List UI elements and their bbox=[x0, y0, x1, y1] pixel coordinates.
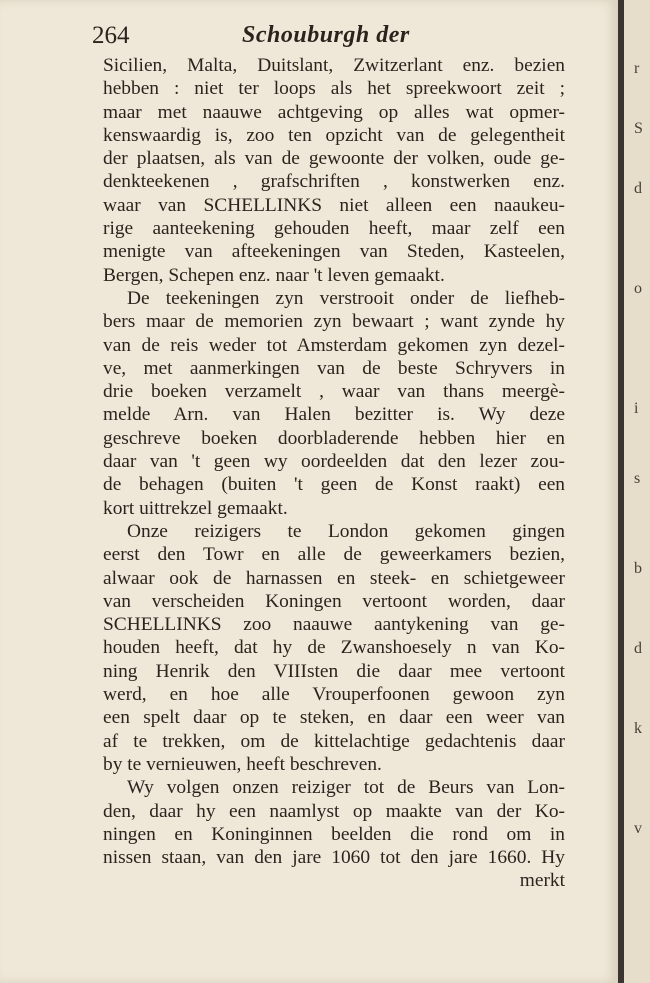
text-line: waar van SCHELLINKS niet alleen een naaukeu- bbox=[103, 194, 565, 216]
text-line: ningen en Koninginnen beelden die rond om in bbox=[103, 823, 565, 845]
text-line: De teekeningen zyn verstrooit onder de liefheb- bbox=[127, 287, 565, 309]
text-line: alwaar ook de harnassen en steek- en schietgeweer bbox=[103, 567, 565, 589]
text-line: ning Henrik den VIIIsten die daar mee vertoont bbox=[103, 660, 565, 682]
facing-page-letter: v bbox=[634, 820, 642, 837]
text-line: van de reis weder tot Amsterdam gekomen zyn dezel- bbox=[103, 334, 565, 356]
body-text bbox=[103, 54, 565, 893]
page-header bbox=[92, 22, 572, 56]
facing-page-letter: S bbox=[634, 120, 643, 137]
facing-page-letter: d bbox=[634, 180, 642, 197]
text-line: een spelt daar op te steken, en daar een weer van bbox=[103, 707, 565, 729]
text-line: kort uittrekzel gemaakt. bbox=[103, 497, 288, 519]
text-line: nissen staan, van den jare 1060 tot den jare 1660. Hy bbox=[103, 847, 565, 869]
facing-page-letter: r bbox=[634, 60, 640, 77]
text-line: werd, en hoe alle Vrouperfoonen gewoon zyn bbox=[103, 684, 565, 706]
page-number: 264 bbox=[92, 22, 130, 49]
text-line: daar van 't geen wy oordeelden dat den lezer zou- bbox=[103, 451, 565, 473]
text-line: Wy volgen onzen reiziger tot de Beurs van Lon- bbox=[127, 777, 565, 799]
facing-page-edge bbox=[624, 0, 650, 983]
text-line: ve, met aanmerkingen van de beste Schryvers in bbox=[103, 357, 565, 379]
facing-page-letter: s bbox=[634, 470, 641, 487]
text-line: SCHELLINKS zoo naauwe aantykening van ge- bbox=[103, 614, 565, 636]
text-line: denkteekenen , grafschriften , konstwerken enz. bbox=[103, 171, 565, 193]
text-line: Bergen, Schepen enz. naar 't leven gemaakt. bbox=[103, 264, 445, 286]
facing-page-letter: i bbox=[634, 400, 639, 417]
text-line: rige aanteekening gehouden heeft, maar zelf een bbox=[103, 218, 565, 240]
text-line: menigte van afteekeningen van Steden, Kasteelen, bbox=[103, 241, 565, 263]
text-line: drie boeken verzamelt , waar van thans meergè- bbox=[103, 381, 565, 403]
text-line: maar met naauwe achtgeving op alles wat opmer- bbox=[103, 101, 565, 123]
facing-page-letter: o bbox=[634, 280, 642, 297]
facing-page-letter: b bbox=[634, 560, 642, 577]
text-line: af te trekken, om de kittelachtige gedachtenis daar bbox=[103, 730, 565, 752]
running-title: Schouburgh der bbox=[242, 22, 410, 48]
text-line: de behagen (buiten 't geen de Konst raakt) een bbox=[103, 474, 565, 496]
text-line: kenswaardig is, zoo ten opzicht van de gelegentheit bbox=[103, 124, 565, 146]
text-line: merkt bbox=[519, 870, 565, 892]
text-line: Onze reizigers te London gekomen gingen bbox=[127, 520, 565, 542]
text-line: melde Arn. van Halen bezitter is. Wy deze bbox=[103, 404, 565, 426]
text-line: der plaatsen, als van de gewoonte der volken, oude ge- bbox=[103, 148, 565, 170]
text-line: eerst den Towr en alle de geweerkamers bezien, bbox=[103, 544, 565, 566]
text-line: geschreve boeken doorbladerende hebben hier en bbox=[103, 427, 565, 449]
text-line: van verscheiden Koningen vertoont worden, daar bbox=[103, 590, 565, 612]
text-line: houden heeft, dat hy de Zwanshoesely n van Ko- bbox=[103, 637, 565, 659]
facing-page-letter: d bbox=[634, 640, 642, 657]
text-line: by te vernieuwen, heeft beschreven. bbox=[103, 753, 382, 775]
facing-page-letter: k bbox=[634, 720, 642, 737]
text-line: hebben : niet ter loops als het spreekwoort zeit ; bbox=[103, 78, 565, 100]
text-line: Sicilien, Malta, Duitslant, Zwitzerlant enz. bezien bbox=[103, 55, 565, 76]
text-line: bers maar de memorien zyn bewaart ; want zynde hy bbox=[103, 311, 565, 333]
text-line: den, daar hy een naamlyst op maakte van der Ko- bbox=[103, 800, 565, 822]
